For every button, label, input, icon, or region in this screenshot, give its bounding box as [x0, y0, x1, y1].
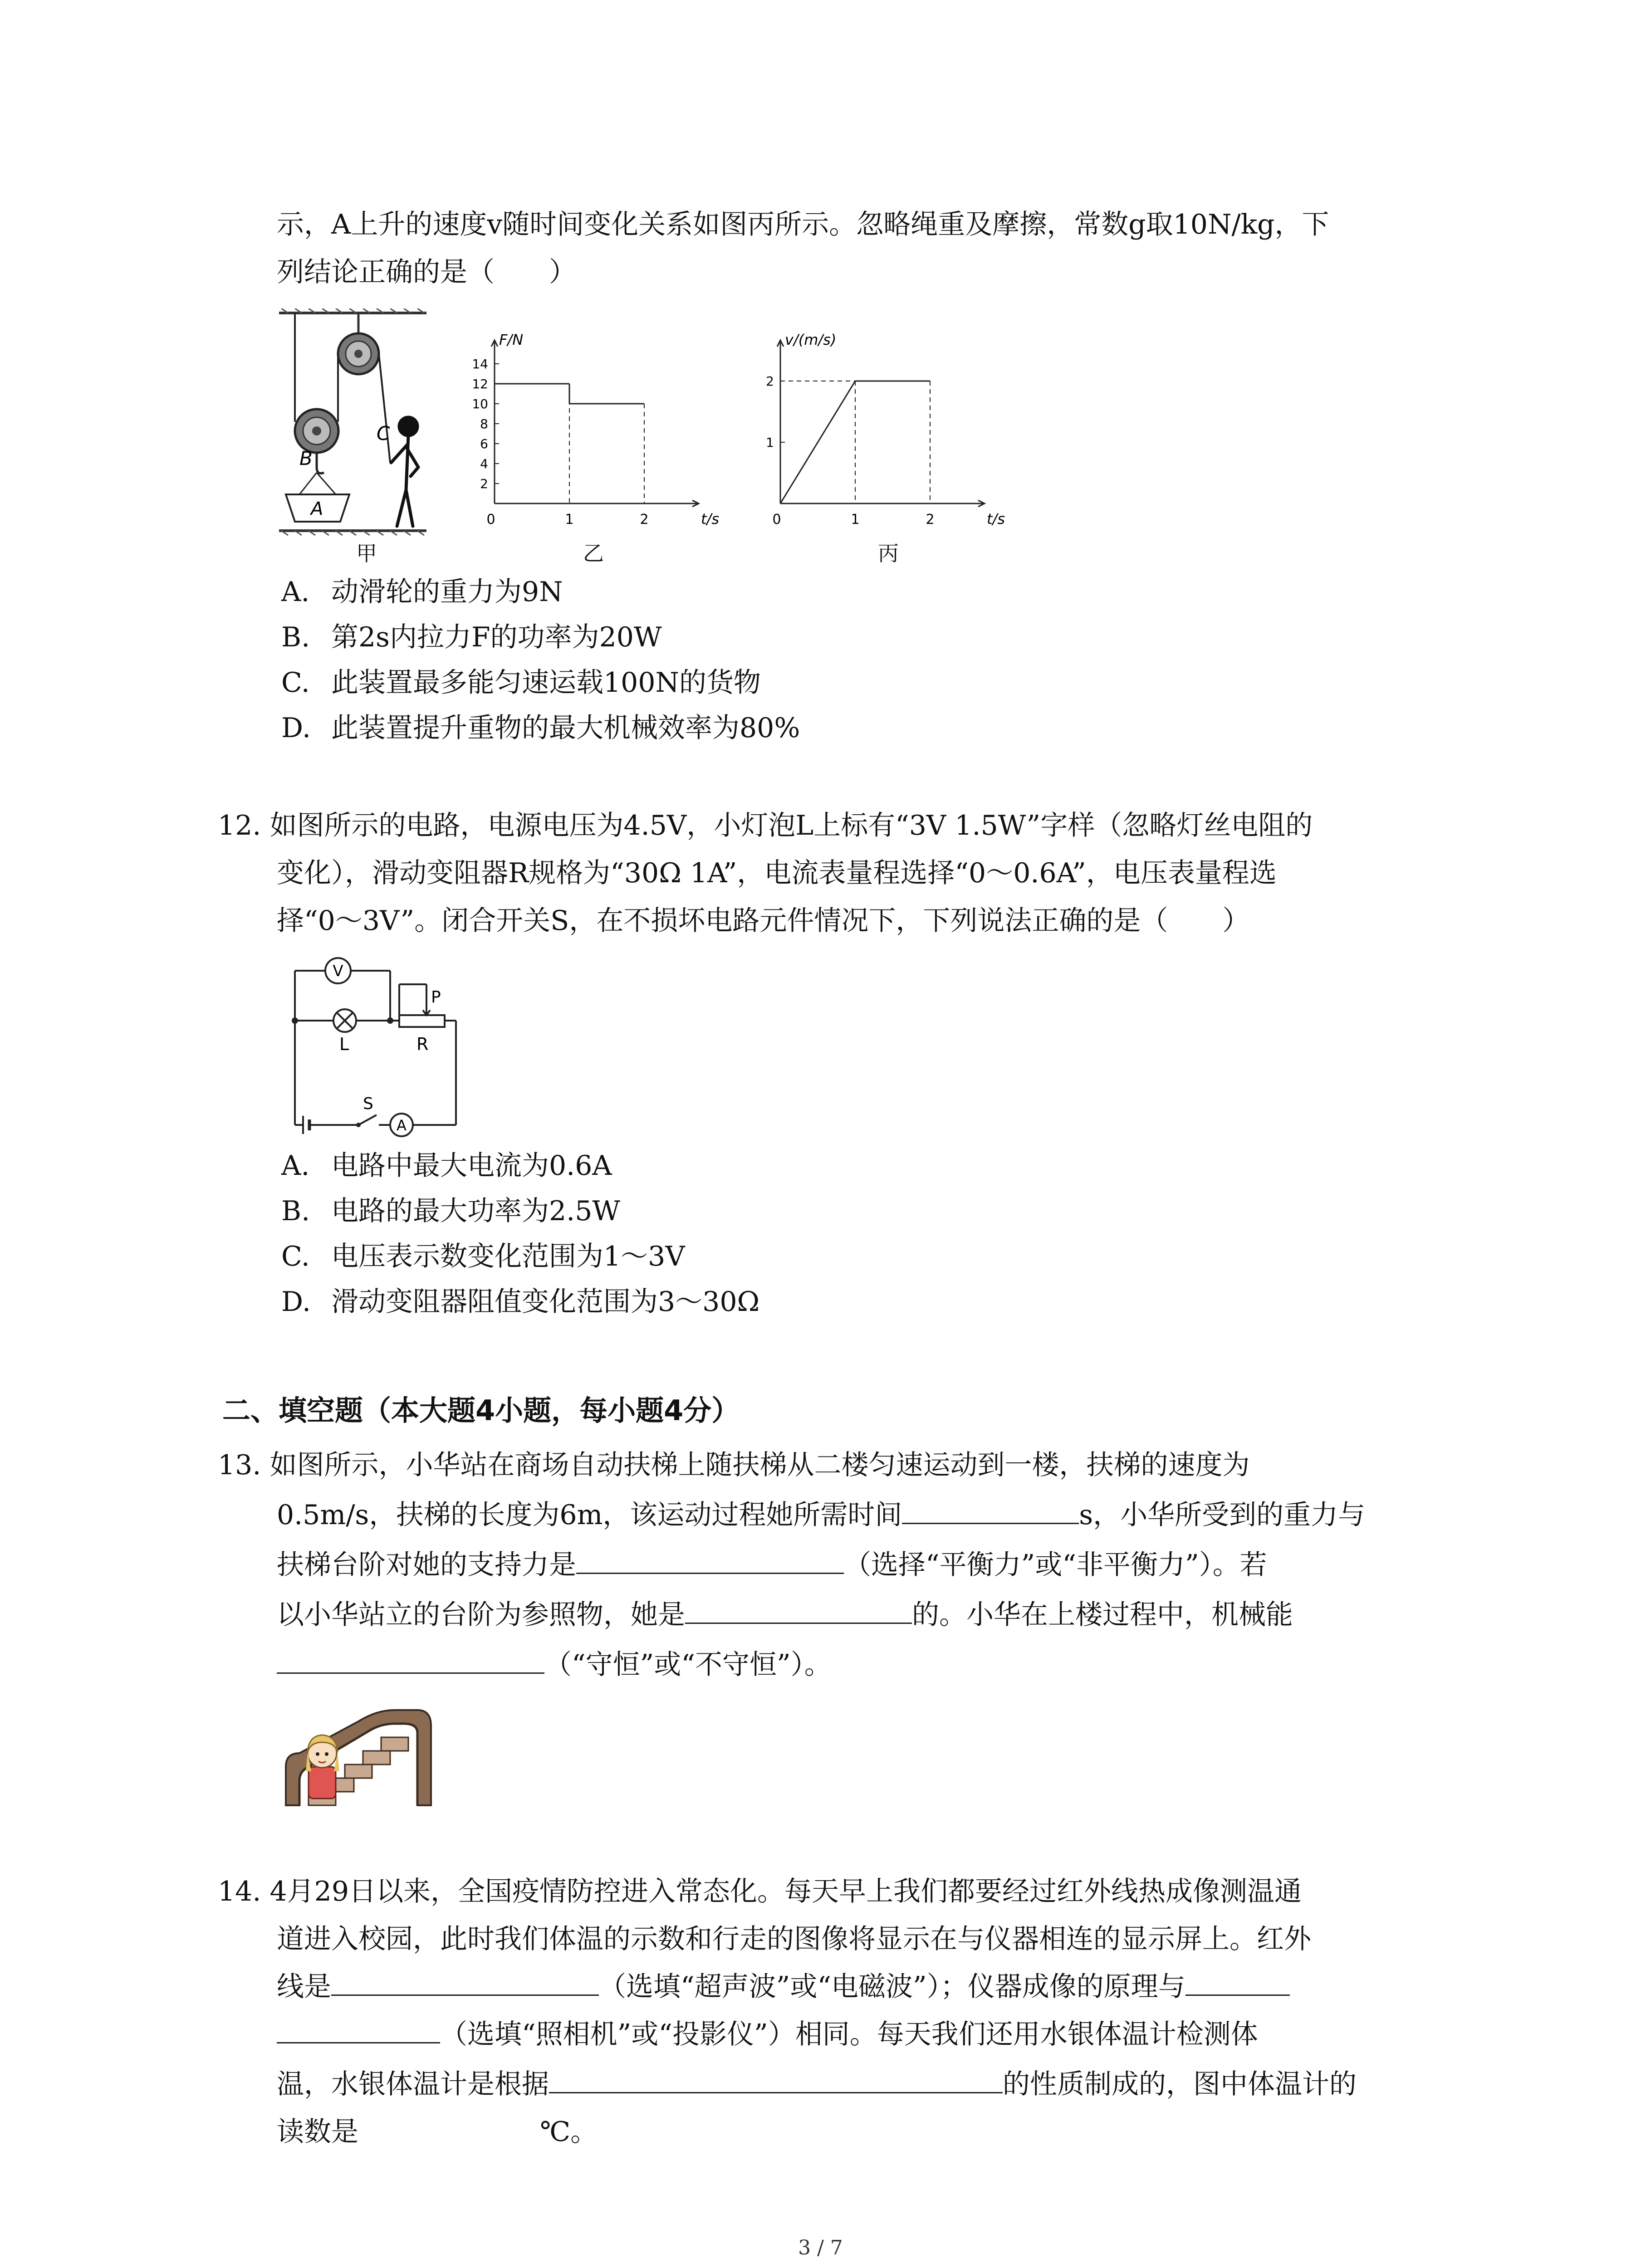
answer-blank-device[interactable]	[277, 2014, 440, 2043]
answer-blank-principle[interactable]	[549, 2064, 1003, 2093]
q14-line-5-suffix: 的性质制成的，图中体温计的	[1003, 2068, 1357, 2100]
caption-yi: 乙	[583, 541, 604, 566]
velocity-time-chart	[749, 313, 1043, 540]
lamp-icon	[333, 1009, 356, 1032]
load-basket	[286, 473, 349, 522]
option-label: D.	[281, 1286, 311, 1318]
y-axis-label: F/N	[499, 331, 524, 348]
x-tick-label: 2	[640, 512, 649, 528]
q14-line-5-prefix: 温，水银体温计是根据	[277, 2068, 549, 2100]
label-a: A	[311, 499, 323, 519]
q11-line-1: 示，A上升的速度v随时间变化关系如图丙所示。忽略绳重及摩擦，常数g取10N/kg，下	[277, 209, 1329, 240]
switch-label: S	[363, 1095, 373, 1113]
q14-line-4-suffix: （选填“照相机”或“投影仪”）相同。每天我们还用水银体温计检测体	[440, 2019, 1258, 2050]
q11-option-a[interactable]	[281, 572, 563, 612]
q12-line-1: 12. 如图所示的电路，电源电压为4.5V，小灯泡L上标有“3V 1.5W”字样（忽略灯丝电阻的	[218, 810, 1313, 841]
q14-line-3-suffix: （选填“超声波”或“电磁波”）；仪器成像的原理与	[599, 1971, 1185, 2003]
option-text: 此装置提升重物的最大机械效率为80%	[331, 712, 800, 744]
y-tick-label: 8	[480, 416, 488, 431]
y-tick-label: 2	[766, 374, 774, 389]
q14-line-1: 14. 4月29日以来，全国疫情防控进入常态化。每天早上我们都要经过红外线热成像测温通	[218, 1876, 1302, 1907]
option-text: 此装置最多能匀速运载100N的货物	[331, 667, 761, 699]
q14-line-4	[277, 2014, 1258, 2055]
q12-option-c[interactable]	[281, 1236, 685, 1277]
q13-line-2-prefix: 0.5m/s，扶梯的长度为6m，该运动过程她所需时间	[277, 1499, 902, 1531]
ammeter-icon	[390, 1114, 413, 1136]
option-text: 动滑轮的重力为9N	[331, 576, 563, 608]
q14-line-6-suffix: ℃。	[540, 2116, 598, 2148]
q14-line-2: 道进入校园，此时我们体温的示数和行走的图像将显示在与仪器相连的显示屏上。红外	[277, 1923, 1311, 1955]
q14-line-3-prefix: 线是	[277, 1971, 331, 2003]
page-number: 3 / 7	[798, 2236, 843, 2259]
option-label: A.	[281, 1150, 310, 1182]
q13-line-3	[277, 1545, 1267, 1585]
lamp-label: L	[339, 1034, 349, 1054]
y-tick-label: 10	[472, 396, 488, 411]
q11-option-c[interactable]	[281, 662, 761, 703]
q12-line-2: 变化），滑动变阻器R规格为“30Ω 1A”，电流表量程选择“0～0.6A”，电压表量程选	[277, 857, 1277, 889]
q13-line-3-suffix: （选择“平衡力”或“非平衡力”）。若	[844, 1549, 1267, 1581]
q11-option-d[interactable]	[281, 708, 800, 748]
q14-line-3	[277, 1966, 1290, 2007]
q13-line-2	[277, 1495, 1365, 1535]
caption-jia: 甲	[356, 541, 377, 566]
option-text: 电路的最大功率为2.5W	[331, 1195, 621, 1227]
q13-line-3-prefix: 扶梯台阶对她的支持力是	[277, 1549, 576, 1581]
answer-blank-force[interactable]	[576, 1545, 844, 1574]
y-tick-label: 14	[472, 357, 488, 371]
voltmeter-icon	[325, 958, 351, 983]
ceiling	[279, 308, 426, 313]
q11-line-2: 列结论正确的是（ ）	[277, 256, 576, 288]
answer-blank-wave[interactable]	[331, 1966, 599, 1996]
option-label: C.	[281, 1241, 310, 1272]
y-tick-label: 1	[766, 435, 774, 450]
y-axis-label: v/(m/s)	[785, 331, 837, 348]
y-tick-label: 4	[480, 456, 488, 471]
q13-line-5	[277, 1644, 832, 1685]
ammeter-label: A	[397, 1117, 407, 1134]
origin-label: 0	[486, 512, 495, 528]
y-tick-label: 12	[472, 376, 488, 391]
pulley-figure	[277, 308, 440, 562]
q13-line-4-prefix: 以小华站立的台阶为参照物，她是	[277, 1599, 685, 1631]
girl-figure	[306, 1735, 339, 1799]
q12-option-b[interactable]	[281, 1191, 620, 1232]
rheostat-label: R	[416, 1034, 429, 1054]
x-tick-label: 1	[851, 512, 860, 528]
q11-option-b[interactable]	[281, 617, 662, 658]
option-text: 电压表示数变化范围为1～3V	[331, 1241, 685, 1272]
answer-blank-time[interactable]	[902, 1495, 1079, 1524]
person-figure	[391, 417, 418, 526]
x-tick-label: 2	[926, 512, 935, 528]
x-tick-label: 1	[565, 512, 574, 528]
q14-line-5	[277, 2064, 1357, 2105]
option-text: 电路中最大电流为0.6A	[331, 1150, 612, 1182]
option-text: 第2s内拉力F的功率为20W	[331, 621, 662, 653]
q13-line-5-suffix: （“守恒”或“不守恒”）。	[544, 1649, 832, 1681]
q12-option-d[interactable]	[281, 1281, 759, 1322]
fixed-pulley	[338, 333, 379, 374]
y-tick-label: 6	[480, 436, 488, 451]
x-axis-label: t/s	[987, 510, 1005, 528]
option-label: B.	[281, 621, 310, 653]
answer-blank-device-part1[interactable]	[1185, 1966, 1290, 1996]
option-label: A.	[281, 576, 310, 608]
slider-label: P	[431, 988, 441, 1007]
option-label: B.	[281, 1195, 310, 1227]
rheostat-icon	[399, 1009, 445, 1027]
q12-option-a[interactable]	[281, 1145, 612, 1186]
escalator-illustration	[281, 1699, 436, 1812]
origin-label: 0	[772, 512, 781, 528]
q13-line-1: 13. 如图所示，小华站在商场自动扶梯上随扶梯从二楼匀速运动到一楼，扶梯的速度为	[218, 1449, 1250, 1481]
q14-line-6-prefix: 读数是	[277, 2116, 358, 2148]
option-label: D.	[281, 712, 311, 744]
q13-line-4	[277, 1594, 1293, 1635]
section-heading: 二、填空题（本大题4小题，每小题4分）	[222, 1394, 740, 1427]
label-b: B	[299, 447, 313, 469]
option-label: C.	[281, 667, 310, 699]
series-line-segment	[780, 381, 855, 503]
option-text: 滑动变阻器阻值变化范围为3～30Ω	[331, 1286, 760, 1318]
voltmeter-label: V	[333, 962, 343, 980]
label-c: C	[377, 422, 390, 445]
y-tick-label: 2	[480, 476, 488, 491]
caption-bing: 丙	[878, 541, 899, 566]
x-axis-label: t/s	[701, 510, 719, 528]
answer-blank-motion[interactable]	[685, 1594, 912, 1624]
q14-line-6	[277, 2112, 598, 2152]
q13-line-4-suffix: 的。小华在上楼过程中，机械能	[912, 1599, 1293, 1631]
force-time-chart	[463, 313, 758, 540]
q13-line-2-suffix: s，小华所受到的重力与	[1079, 1499, 1366, 1531]
q12-line-3: 择“0～3V”。闭合开关S，在不损坏电路元件情况下，下列说法正确的是（ ）	[277, 905, 1250, 937]
circuit-diagram	[281, 957, 472, 1148]
answer-blank-energy[interactable]	[277, 1644, 544, 1674]
battery-icon	[303, 1116, 309, 1134]
